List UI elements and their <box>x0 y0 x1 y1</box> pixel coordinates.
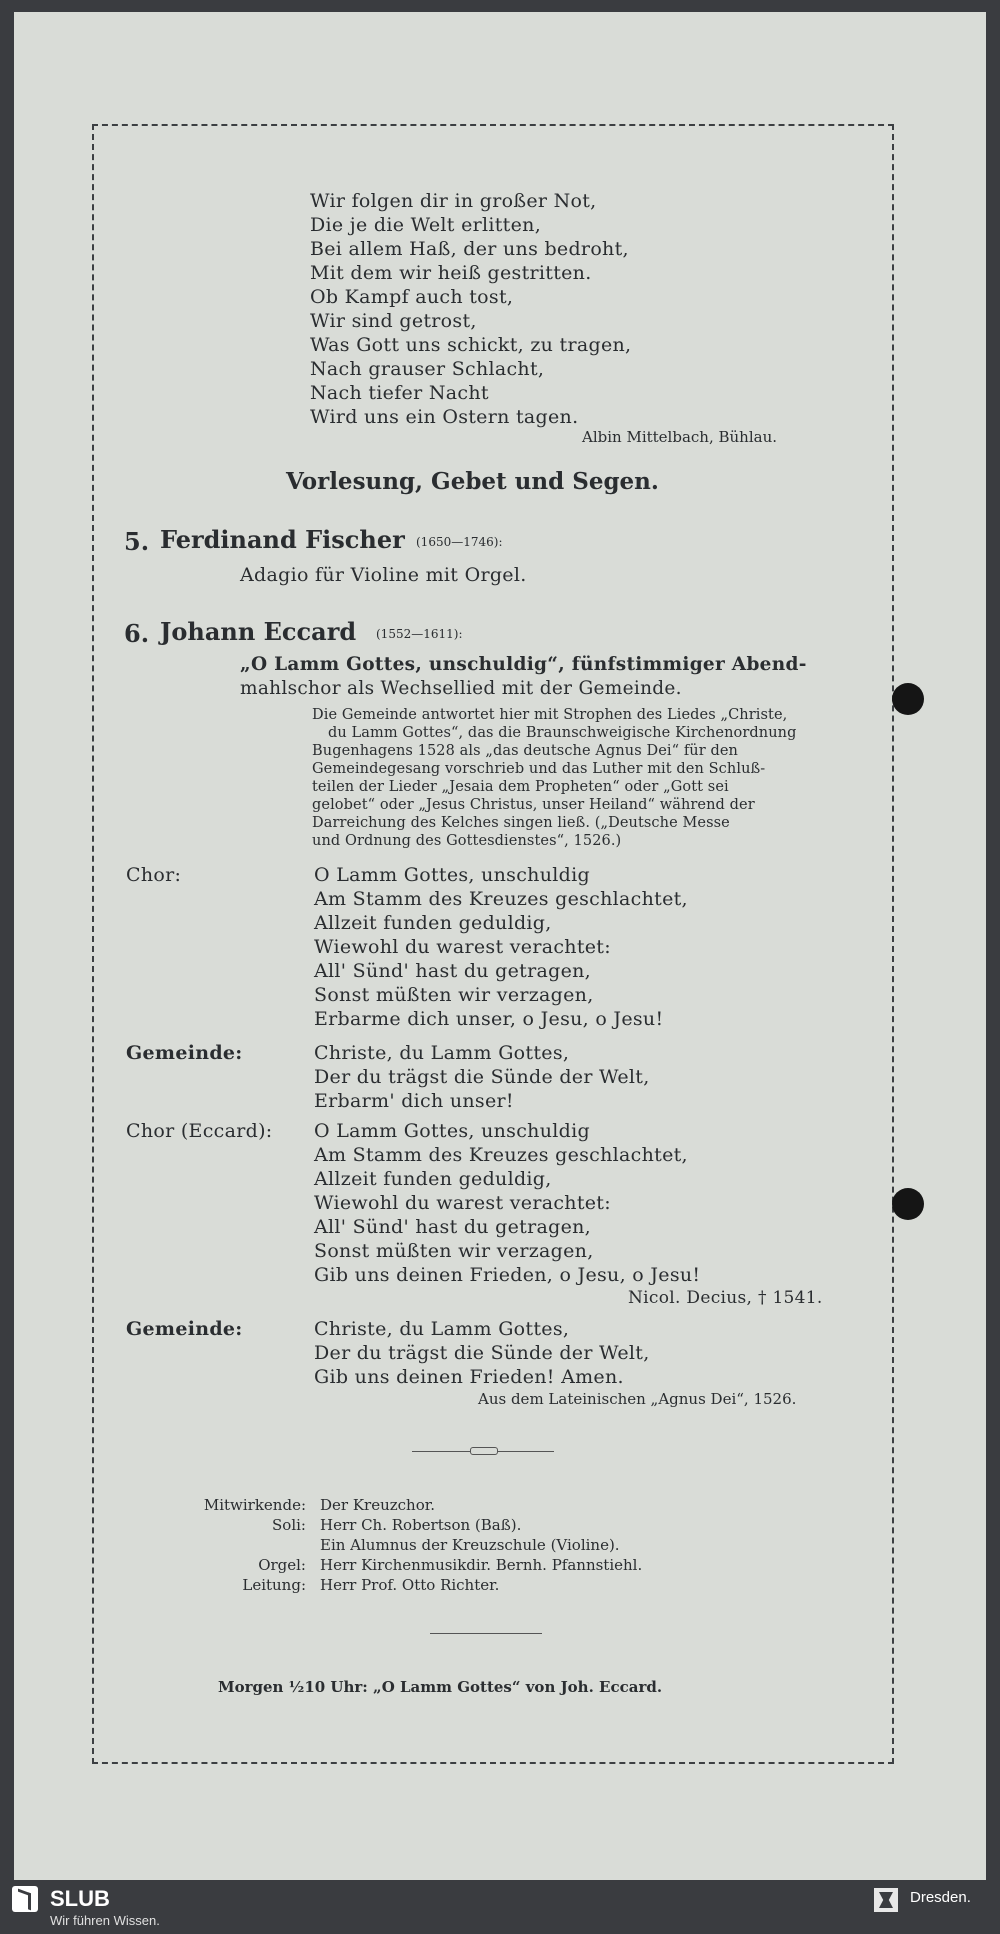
item6-number: 6. <box>124 619 150 648</box>
poem-line: Wir sind getrost, <box>310 310 477 332</box>
poem-line: Was Gott uns schickt, zu tragen, <box>310 334 632 356</box>
poem-line: Nach grauser Schlacht, <box>310 358 545 380</box>
punch-hole <box>892 683 924 715</box>
performer-name: Der Kreuzchor. <box>320 1496 436 1514</box>
footer-dresden-text: Dresden. <box>910 1889 971 1906</box>
slub-logo-icon <box>12 1886 38 1912</box>
poem-line: Ob Kampf auch tost, <box>310 286 514 308</box>
poem-line: Bei allem Haß, der uns bedroht, <box>310 238 629 260</box>
block-line: Wiewohl du warest verachtet: <box>314 1192 611 1214</box>
block-label: Gemeinde: <box>126 1042 243 1064</box>
block-line: Der du trägst die Sünde der Welt, <box>314 1066 650 1088</box>
item5-dates: (1650—1746): <box>416 535 503 549</box>
block-line: Allzeit funden geduldig, <box>314 1168 552 1190</box>
performer-name: Herr Ch. Robertson (Baß). <box>320 1516 522 1534</box>
block-label: Gemeinde: <box>126 1318 243 1340</box>
dresden-logo-icon <box>874 1888 898 1912</box>
punch-hole <box>892 1188 924 1220</box>
block-line: O Lamm Gottes, unschuldig <box>314 864 590 886</box>
item6-dates: (1552—1611): <box>376 627 463 641</box>
block-line: All' Sünd' hast du getragen, <box>314 1216 592 1238</box>
performer-role: Leitung: <box>242 1576 306 1594</box>
block-line: Der du trägst die Sünde der Welt, <box>314 1342 650 1364</box>
note-line: Die Gemeinde antwortet hier mit Strophen des Liedes „Christe, <box>312 707 788 723</box>
block-credit: Nicol. Decius, † 1541. <box>628 1288 823 1308</box>
poem-line: Mit dem wir heiß gestritten. <box>310 262 592 284</box>
footer-bar <box>0 1880 1000 1934</box>
footer-brand: SLUB <box>50 1886 110 1911</box>
item5-work: Adagio für Violine mit Orgel. <box>240 564 527 586</box>
note-line: du Lamm Gottes“, das die Braunschweigische Kirchenordnung <box>328 725 797 741</box>
block-label: Chor: <box>126 864 182 886</box>
block-credit: Aus dem Lateinischen „Agnus Dei“, 1526. <box>478 1390 797 1408</box>
short-divider <box>430 1633 542 1634</box>
block-line: Gib uns deinen Frieden, o Jesu, o Jesu! <box>314 1264 701 1286</box>
item5-composer: Ferdinand Fischer <box>160 525 405 554</box>
item6-composer: Johann Eccard <box>160 617 357 646</box>
poem-line: Wird uns ein Ostern tagen. <box>310 406 579 428</box>
block-line: Am Stamm des Kreuzes geschlachtet, <box>314 888 688 910</box>
block-line: Christe, du Lamm Gottes, <box>314 1318 570 1340</box>
section-heading: Vorlesung, Gebet und Segen. <box>286 468 659 495</box>
block-line: Erbarm' dich unser! <box>314 1090 514 1112</box>
block-line: All' Sünd' hast du getragen, <box>314 960 592 982</box>
block-line: Sonst müßten wir verzagen, <box>314 1240 594 1262</box>
item5-number: 5. <box>124 527 150 556</box>
note-line: Gemeindegesang vorschrieb und das Luther mit den Schluß- <box>312 761 766 777</box>
footer-tagline: Wir führen Wissen. <box>50 1913 160 1928</box>
block-line: O Lamm Gottes, unschuldig <box>314 1120 590 1142</box>
note-line: teilen der Lieder „Jesaia dem Propheten“ oder „Gott sei <box>312 779 729 795</box>
block-line: Am Stamm des Kreuzes geschlachtet, <box>314 1144 688 1166</box>
block-line: Allzeit funden geduldig, <box>314 912 552 934</box>
note-line: Bugenhagens 1528 als „das deutsche Agnus Dei“ für den <box>312 743 738 759</box>
performer-name: Herr Kirchenmusikdir. Bernh. Pfannstiehl. <box>320 1556 643 1574</box>
announcement: Morgen ½10 Uhr: „O Lamm Gottes“ von Joh. Eccard. <box>218 1678 663 1696</box>
note-line: gelobet“ oder „Jesus Christus, unser Heiland“ während der <box>312 797 755 813</box>
note-line: und Ordnung des Gottesdienstes“, 1526.) <box>312 833 622 849</box>
block-line: Gib uns deinen Frieden! Amen. <box>314 1366 624 1388</box>
performer-name: Ein Alumnus der Kreuzschule (Violine). <box>320 1536 620 1554</box>
note-line: Darreichung des Kelches singen ließ. („Deutsche Messe <box>312 815 730 831</box>
poem-line: Die je die Welt erlitten, <box>310 214 542 236</box>
poem-line: Wir folgen dir in großer Not, <box>310 190 597 212</box>
performer-role: Soli: <box>272 1516 306 1534</box>
block-line: Erbarme dich unser, o Jesu, o Jesu! <box>314 1008 664 1030</box>
performer-name: Herr Prof. Otto Richter. <box>320 1576 500 1594</box>
item6-work-line1: „O Lamm Gottes, unschuldig“, fünfstimmiger Abend- <box>240 654 807 675</box>
poem-author: Albin Mittelbach, Bühlau. <box>582 428 777 446</box>
block-label: Chor (Eccard): <box>126 1120 273 1142</box>
poem-line: Nach tiefer Nacht <box>310 382 489 404</box>
performer-role: Orgel: <box>258 1556 306 1574</box>
block-line: Sonst müßten wir verzagen, <box>314 984 594 1006</box>
ornament-center <box>470 1447 498 1455</box>
block-line: Christe, du Lamm Gottes, <box>314 1042 570 1064</box>
performer-role: Mitwirkende: <box>203 1496 306 1514</box>
block-line: Wiewohl du warest verachtet: <box>314 936 611 958</box>
item6-work-line2: mahlschor als Wechsellied mit der Gemeinde. <box>240 678 682 699</box>
